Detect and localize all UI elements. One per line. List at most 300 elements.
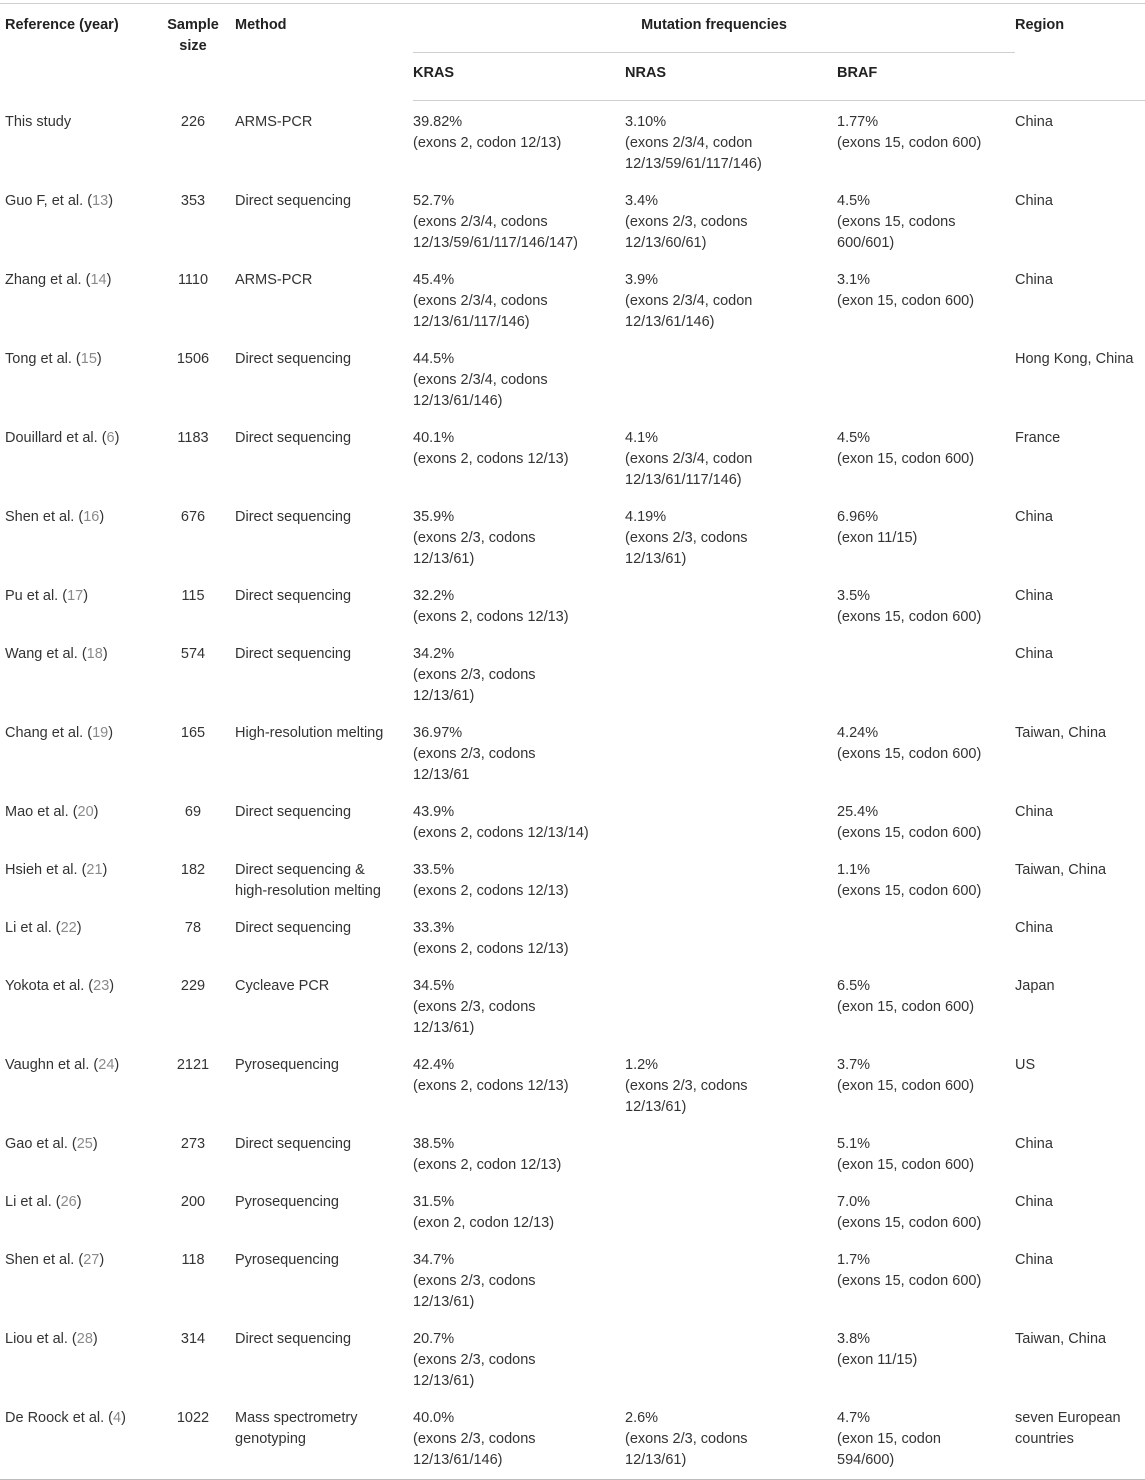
cell-nras [625,496,837,575]
kras-line: 40.1% [413,430,455,446]
cell-sample-size: 1022 [153,1397,233,1480]
cell-reference [0,965,153,1044]
method-line: ARMS-PCR [235,113,313,130]
kras-line: (exons 2/3, codons [413,667,536,683]
nras-line: (exons 2/3, codons [625,214,748,230]
region-line: Taiwan, China [1015,1331,1107,1347]
cell-method [233,1239,413,1318]
cell-braf [837,907,1015,965]
cell-region [1015,496,1145,575]
reference-link[interactable]: 24 [98,1057,115,1073]
braf-line: 1.1% [837,862,871,878]
cell-reference [0,1318,153,1397]
braf-line: (exon 15, codon 600) [837,451,975,467]
cell-sample-size: 314 [180,1331,206,1347]
table-row [0,417,1145,496]
cell-braf [837,712,1015,791]
header-sample-size [153,4,233,101]
table-row [0,1239,1145,1318]
cell-nras [625,849,837,907]
cell-method [233,633,413,712]
nras-line: 12/13/61/117/146) [625,472,742,488]
reference-link[interactable]: 28 [76,1331,93,1347]
nras-line: 4.1% [625,430,659,446]
nras-line: 12/13/61/146) [625,314,715,330]
reference-close-paren: ) [76,1194,82,1210]
cell-braf [837,1239,1015,1318]
header-region: Region [1015,4,1145,101]
cell-kras [413,965,625,1044]
region-line: China [1015,804,1053,820]
table-row [0,712,1145,791]
reference-name: Hsieh et al. ( [5,862,87,878]
kras-line: 42.4% [413,1057,455,1073]
kras-line: 12/13/61/117/146) [413,314,530,330]
method-line: Direct sequencing [235,920,352,936]
kras-line: (exons 2, codons 12/13) [413,451,569,467]
cell-nras [625,338,837,417]
method-line: Direct sequencing [235,1136,352,1152]
cell-region [1015,417,1145,496]
method-line: High-resolution melting [235,725,384,741]
table-row [0,791,1145,849]
table-row [0,965,1145,1044]
cell-region [1015,575,1145,633]
table-row [0,1318,1145,1397]
region-line: China [1015,272,1053,288]
reference-close-paren: ) [106,272,112,288]
cell-kras [413,1239,625,1318]
cell-method [233,791,413,849]
braf-line: 5.1% [837,1136,871,1152]
cell-kras [413,575,625,633]
region-line: seven European [1015,1410,1121,1426]
reference-link[interactable]: 15 [80,351,97,367]
reference-link[interactable]: 14 [90,272,107,288]
kras-line: 36.97% [413,725,463,741]
cell-nras [625,791,837,849]
cell-braf [837,1123,1015,1181]
braf-line: 25.4% [837,804,879,820]
cell-reference [0,712,153,791]
region-line: Japan [1015,978,1055,994]
table-row [0,180,1145,259]
cell-braf [837,338,1015,417]
reference-link[interactable]: 23 [93,978,110,994]
region-line: China [1015,920,1053,936]
cell-sample-size: 118 [181,1252,205,1268]
reference-link[interactable]: 22 [60,920,77,936]
cell-nras [625,1318,837,1397]
table-body [0,101,1145,1480]
kras-line: 31.5% [413,1194,455,1210]
method-line: genotyping [235,1431,306,1447]
region-line: Taiwan, China [1015,725,1107,741]
kras-line: (exons 2, codon 12/13) [413,1157,562,1173]
nras-line: 2.6% [625,1410,659,1426]
cell-region [1015,1239,1145,1318]
cell-method [233,849,413,907]
cell-reference [0,907,153,965]
braf-line: 3.1% [837,272,871,288]
reference-name: Pu et al. ( [5,588,68,604]
nras-line: 12/13/61) [625,1099,687,1115]
nras-line: 12/13/60/61) [625,235,707,251]
reference-link[interactable]: 6 [106,430,115,446]
kras-line: 12/13/61) [413,1020,475,1036]
reference-name: Shen et al. ( [5,1252,84,1268]
cell-sample-size: 353 [180,193,206,209]
braf-line: (exons 15, codon 600) [837,825,982,841]
cell-reference [0,633,153,712]
cell-sample-size: 78 [184,920,202,936]
nras-line: 3.9% [625,272,659,288]
reference-link[interactable]: 18 [86,646,103,662]
cell-kras [413,1181,625,1239]
nras-line: 12/13/61) [625,1452,687,1468]
reference-name: Liou et al. ( [5,1331,77,1347]
cell-sample-size: 273 [180,1136,206,1152]
cell-nras [625,907,837,965]
reference-close-paren: ) [92,1136,98,1152]
kras-line: 38.5% [413,1136,455,1152]
reference-close-paren: ) [92,1331,98,1347]
reference-name: Vaughn et al. ( [5,1057,99,1073]
cell-region [1015,1123,1145,1181]
braf-line: (exons 15, codon 600) [837,1273,982,1289]
braf-line: (exon 15, codon 600) [837,293,975,309]
kras-line: 12/13/61) [413,1294,475,1310]
region-line: China [1015,1136,1053,1152]
kras-line: 12/13/61/146) [413,1452,503,1468]
header-braf: BRAF [837,53,1015,101]
header-reference: Reference (year) [5,17,119,33]
cell-kras [413,849,625,907]
cell-method [233,180,413,259]
kras-line: (exons 2/3, codons [413,1352,536,1368]
braf-line: 6.96% [837,509,879,525]
kras-line: 35.9% [413,509,455,525]
cell-sample-size: 229 [180,978,206,994]
method-line: Pyrosequencing [235,1194,339,1210]
kras-line: 12/13/61) [413,688,475,704]
method-line: Pyrosequencing [235,1252,339,1268]
cell-braf [837,633,1015,712]
cell-braf [837,101,1015,181]
cell-region [1015,101,1145,181]
cell-kras [413,791,625,849]
braf-line: (exon 11/15) [837,1352,918,1368]
nras-line: (exons 2/3, codons [625,1078,748,1094]
braf-line: (exon 15, codon 600) [837,1078,975,1094]
cell-reference [0,496,153,575]
kras-line: 40.0% [413,1410,455,1426]
kras-line: 12/13/59/61/117/146/147) [413,235,579,251]
cell-kras [413,633,625,712]
cell-method [233,338,413,417]
cell-kras [413,1397,625,1480]
region-line: Hong Kong, China [1015,351,1134,367]
kras-line: (exon 2, codon 12/13) [413,1215,555,1231]
cell-sample-size: 1506 [176,351,210,367]
table-row [0,633,1145,712]
cell-nras [625,1123,837,1181]
kras-line: (exons 2/3, codons [413,530,536,546]
cell-method [233,1318,413,1397]
nras-line: (exons 2/3/4, codon [625,135,753,151]
braf-line: (exons 15, codon 600) [837,883,982,899]
header-kras: KRAS [413,53,625,101]
kras-line: 39.82% [413,114,463,130]
header-method: Method [235,17,287,33]
table-row [0,907,1145,965]
cell-method [233,1044,413,1123]
nras-line: 3.4% [625,193,659,209]
cell-sample-size: 2121 [176,1057,210,1073]
cell-method [233,417,413,496]
reference-name: De Roock et al. ( [5,1410,113,1426]
reference-link[interactable]: 25 [76,1136,93,1152]
kras-line: (exons 2/3, codons [413,999,536,1015]
cell-reference [0,417,153,496]
cell-sample-size: 115 [181,588,205,604]
reference-close-paren: ) [121,1410,126,1426]
reference-name: Guo F, et al. ( [5,193,93,209]
nras-line: (exons 2/3/4, codon [625,451,753,467]
reference-name: Tong et al. ( [5,351,81,367]
nras-line: 12/13/59/61/117/146) [625,156,762,172]
header-sample-size-line1: Sample [167,17,219,33]
braf-line: 4.24% [837,725,879,741]
kras-line: 20.7% [413,1331,455,1347]
cell-method [233,1123,413,1181]
cell-sample-size: 226 [180,113,206,130]
region-line: Taiwan, China [1015,862,1107,878]
reference-name: Li et al. ( [5,1194,61,1210]
reference-name: Zhang et al. ( [5,272,91,288]
cell-method [233,907,413,965]
cell-sample-size: 574 [180,646,206,662]
cell-nras [625,633,837,712]
method-line: Direct sequencing [235,1331,352,1347]
nras-line: (exons 2/3/4, codon [625,293,753,309]
method-line: Pyrosequencing [235,1057,339,1073]
cell-method [233,259,413,338]
reference-link[interactable]: 17 [67,588,84,604]
reference-name: Wang et al. ( [5,646,87,662]
table-row [0,1044,1145,1123]
method-line: Direct sequencing [235,804,352,820]
cell-reference [0,849,153,907]
cell-braf [837,180,1015,259]
reference-close-paren: ) [108,193,114,209]
reference-link[interactable]: 16 [83,509,100,525]
reference-name: Yokota et al. ( [5,978,94,994]
kras-line: 52.7% [413,193,455,209]
braf-line: 3.7% [837,1057,871,1073]
cell-nras [625,1397,837,1480]
region-line: China [1015,193,1053,209]
kras-line: 12/13/61) [413,551,475,567]
cell-nras [625,417,837,496]
cell-reference [0,101,153,181]
cell-sample-size: 165 [180,725,206,741]
region-line: China [1015,1194,1053,1210]
reference-close-paren: ) [76,920,82,936]
braf-line: (exon 15, codon 600) [837,1157,975,1173]
reference-link[interactable]: 20 [77,804,94,820]
mutation-frequency-table [0,3,1145,1480]
cell-kras [413,496,625,575]
cell-region [1015,907,1145,965]
table-row [0,1181,1145,1239]
cell-method [233,101,413,181]
cell-sample-size: 1183 [177,430,209,446]
cell-braf [837,575,1015,633]
method-line: Direct sequencing [235,588,352,604]
cell-nras [625,712,837,791]
cell-nras [625,101,837,181]
cell-region [1015,712,1145,791]
method-line: Cycleave PCR [235,978,330,994]
method-line: Direct sequencing [235,193,352,209]
cell-reference [0,1239,153,1318]
cell-region [1015,965,1145,1044]
reference-link[interactable]: 27 [83,1252,100,1268]
cell-kras [413,417,625,496]
table-row [0,575,1145,633]
cell-reference [0,259,153,338]
braf-line: 4.7% [837,1410,871,1426]
cell-braf [837,259,1015,338]
cell-kras [413,180,625,259]
braf-line: 594/600) [837,1452,895,1468]
reference-name: Douillard et al. ( [5,430,107,446]
braf-line: (exons 15, codon 600) [837,1215,982,1231]
reference-close-paren: ) [114,1057,120,1073]
cell-sample-size: 69 [184,804,202,820]
reference-name: Li et al. ( [5,920,61,936]
cell-sample-size: 182 [180,862,206,878]
cell-braf [837,417,1015,496]
braf-line: (exons 15, codon 600) [837,746,982,762]
method-line: high-resolution melting [235,883,381,899]
cell-braf [837,791,1015,849]
braf-line: 6.5% [837,978,871,994]
nras-line: 3.10% [625,114,667,130]
header-sample-size-line2: size [179,38,207,54]
table-header [0,4,1145,101]
cell-reference [0,1397,153,1480]
kras-line: (exons 2, codons 12/13) [413,1078,569,1094]
kras-line: 32.2% [413,588,455,604]
braf-line: (exons 15, codons [837,214,956,230]
reference-name: Shen et al. ( [5,509,84,525]
reference-name: This study [5,113,72,130]
cell-nras [625,1239,837,1318]
reference-close-paren: ) [96,351,102,367]
cell-region [1015,1318,1145,1397]
table-row [0,101,1145,181]
method-line: Direct sequencing [235,351,352,367]
cell-nras [625,180,837,259]
reference-link[interactable]: 26 [60,1194,77,1210]
region-line: China [1015,509,1053,525]
reference-close-paren: ) [102,862,108,878]
cell-method [233,1397,413,1480]
cell-region [1015,1044,1145,1123]
kras-line: (exons 2/3/4, codons [413,293,548,309]
braf-line: 1.77% [837,114,879,130]
cell-reference [0,575,153,633]
cell-method [233,712,413,791]
kras-line: (exons 2/3/4, codons [413,372,548,388]
region-line: China [1015,588,1053,604]
reference-close-paren: ) [114,430,120,446]
nras-line: (exons 2/3, codons [625,1431,748,1447]
cell-braf [837,965,1015,1044]
header-mutation-frequencies: Mutation frequencies [413,4,1015,53]
kras-line: (exons 2/3, codons [413,1431,536,1447]
braf-line: 3.8% [837,1331,871,1347]
kras-line: 34.7% [413,1252,455,1268]
cell-nras [625,965,837,1044]
braf-line: 4.5% [837,193,871,209]
cell-kras [413,101,625,181]
kras-line: 12/13/61 [413,767,470,783]
cell-sample-size: 676 [180,509,206,525]
region-line: China [1015,114,1053,130]
braf-line: 4.5% [837,430,871,446]
cell-method [233,965,413,1044]
braf-line: (exons 15, codon 600) [837,135,982,151]
reference-link[interactable]: 19 [92,725,109,741]
reference-close-paren: ) [99,509,105,525]
cell-nras [625,259,837,338]
reference-link[interactable]: 4 [113,1410,122,1426]
reference-close-paren: ) [108,725,114,741]
reference-close-paren: ) [83,588,89,604]
region-line: France [1015,430,1061,446]
cell-braf [837,1181,1015,1239]
cell-sample-size: 1110 [177,272,209,288]
method-line: Direct sequencing & [235,862,365,878]
reference-close-paren: ) [102,646,108,662]
reference-link[interactable]: 21 [86,862,103,878]
nras-line: 1.2% [625,1057,659,1073]
cell-region [1015,180,1145,259]
table-row [0,338,1145,417]
reference-close-paren: ) [109,978,115,994]
cell-kras [413,1318,625,1397]
table-row [0,496,1145,575]
braf-line: (exon 15, codon 600) [837,999,975,1015]
cell-region [1015,1397,1145,1480]
reference-link[interactable]: 13 [92,193,109,209]
cell-method [233,1181,413,1239]
cell-kras [413,712,625,791]
cell-kras [413,1044,625,1123]
braf-line: 600/601) [837,235,895,251]
kras-line: 43.9% [413,804,455,820]
cell-braf [837,1397,1015,1480]
cell-kras [413,907,625,965]
cell-nras [625,1181,837,1239]
braf-line: (exon 11/15) [837,530,918,546]
cell-region [1015,849,1145,907]
method-line: Direct sequencing [235,509,352,525]
cell-nras [625,575,837,633]
